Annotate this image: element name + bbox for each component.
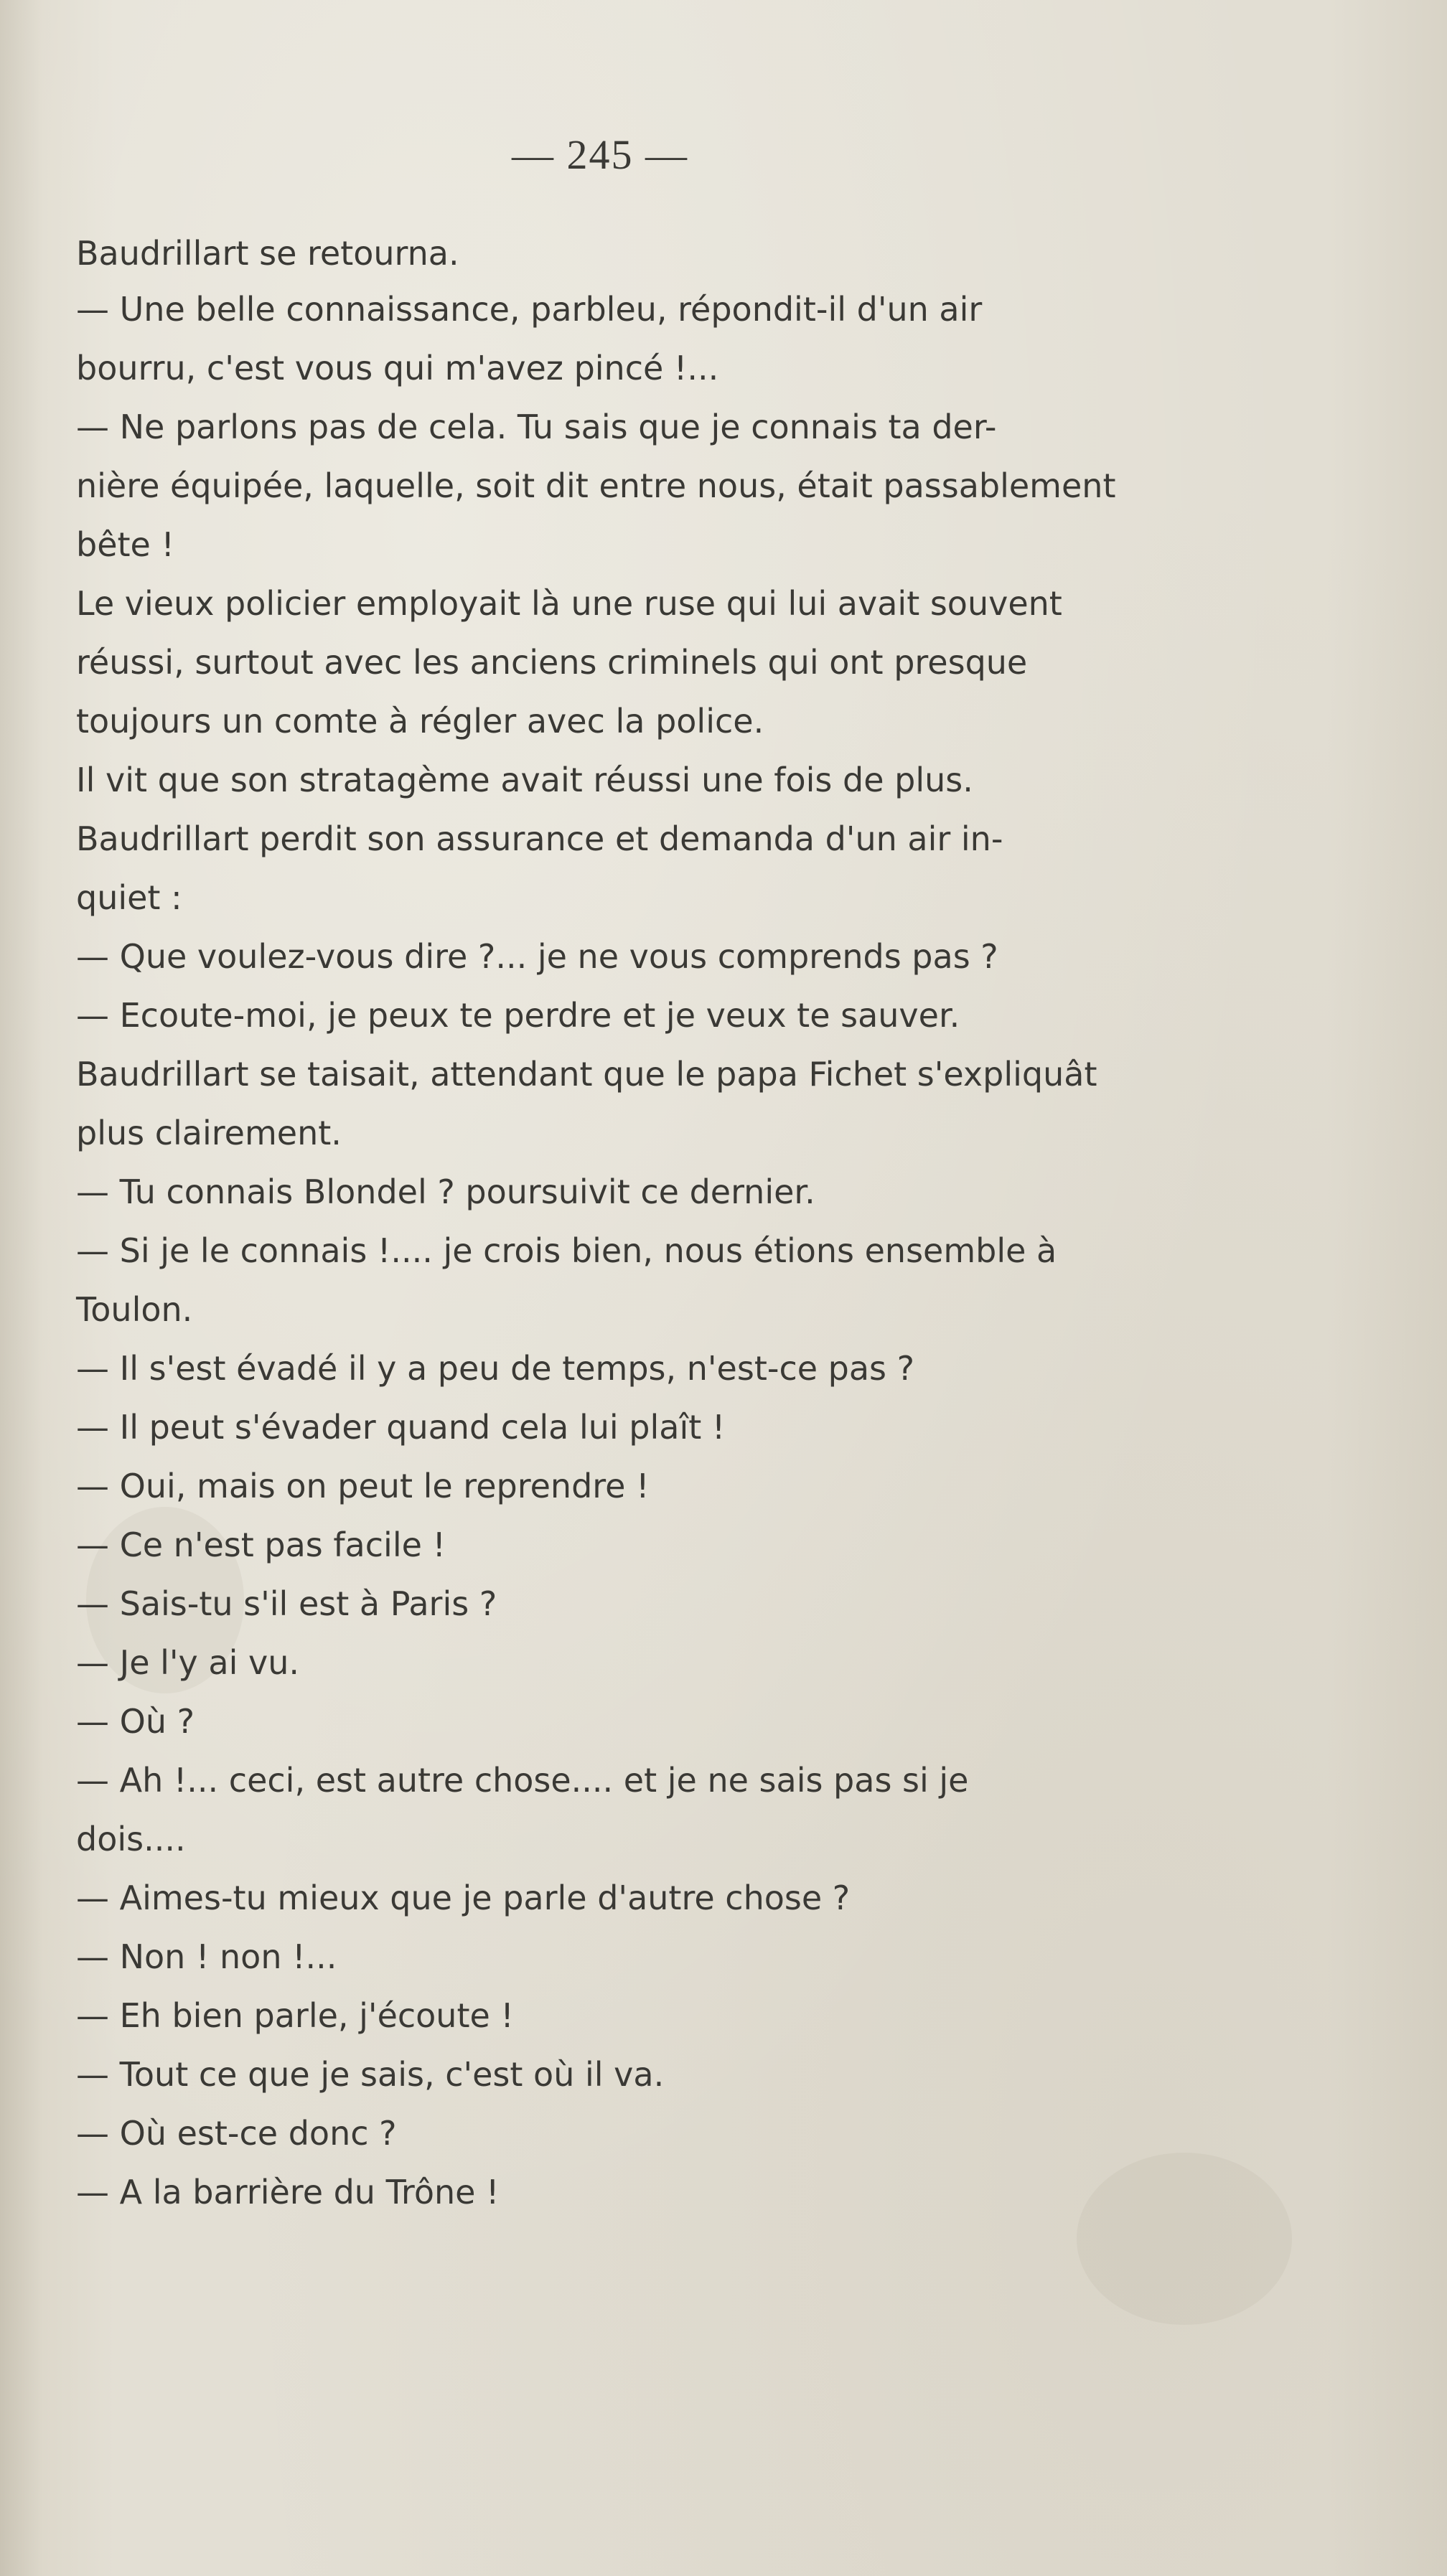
text-line: — Ne parlons pas de cela. Tu sais que je connais ta der- [76,408,997,446]
text-line: — Ce n'est pas facile ! [76,1526,446,1564]
text-line: — Ecoute-moi, je peux te perdre et je veux te sauver. [76,996,960,1035]
text-line: — Oui, mais on peut le reprendre ! [76,1467,650,1505]
text-line: — Non ! non !... [76,1937,337,1976]
text-line: — Sais-tu s'il est à Paris ? [76,1584,497,1623]
text-line: réussi, surtout avec les anciens criminels qui ont presque [76,643,1028,682]
text-line: quiet : [76,878,182,917]
text-line: — A la barrière du Trône ! [76,2173,500,2211]
text-line: — Que voulez-vous dire ?... je ne vous comprends pas ? [76,937,998,976]
text-line: dois.... [76,1820,186,1858]
text-line: — Il peut s'évader quand cela lui plaît ! [76,1408,726,1447]
text-line: Baudrillart se taisait, attendant que le papa Fichet s'expliquât [76,1055,1097,1094]
page-number: — 245 — [512,131,688,178]
text-line: — Tout ce que je sais, c'est où il va. [76,2055,665,2094]
text-line: nière équipée, laquelle, soit dit entre nous, était passablement [76,466,1116,505]
text-line: — Tu connais Blondel ? poursuivit ce dernier. [76,1172,815,1211]
text-line: Le vieux policier employait là une ruse qui lui avait souvent [76,584,1062,623]
text-line: — Si je le connais !.... je crois bien, nous étions ensemble à [76,1231,1057,1270]
text-line: — Où ? [76,1702,195,1741]
text-line: bourru, c'est vous qui m'avez pincé !... [76,349,719,387]
text-line: bête ! [76,525,174,564]
text-line: Baudrillart perdit son assurance et demanda d'un air in- [76,819,1003,858]
text-line: — Ah !... ceci, est autre chose.... et je ne sais pas si je [76,1761,969,1800]
text-line: — Je l'y ai vu. [76,1643,299,1682]
text-line: toujours un comte à régler avec la police. [76,702,764,741]
text-line: — Aimes-tu mieux que je parle d'autre chose ? [76,1879,851,1917]
text-line: Toulon. [76,1290,193,1329]
text-line: — Une belle connaissance, parbleu, répondit-il d'un air [76,290,983,329]
text-line: plus clairement. [76,1114,342,1152]
text-line: — Eh bien parle, j'écoute ! [76,1996,514,2035]
text-line: Baudrillart se retourna. [76,234,459,273]
text-line: — Il s'est évadé il y a peu de temps, n'est-ce pas ? [76,1349,915,1388]
text-line: — Où est-ce donc ? [76,2114,397,2153]
text-line: Il vit que son stratagème avait réussi une fois de plus. [76,761,973,799]
